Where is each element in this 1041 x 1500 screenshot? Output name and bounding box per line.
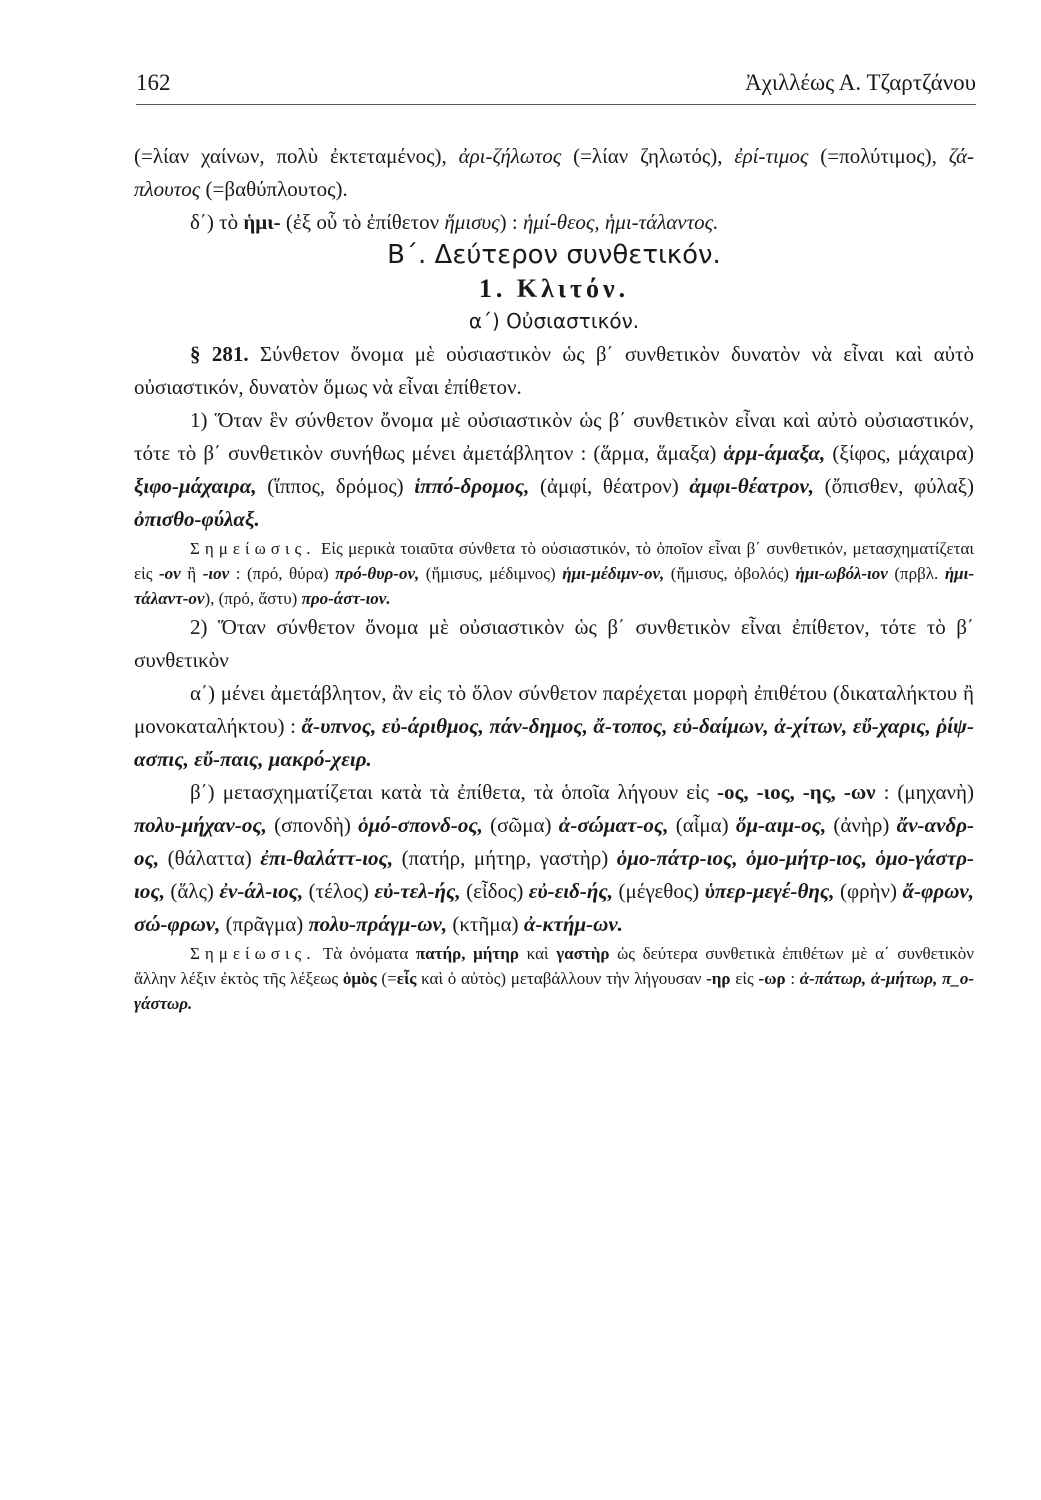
subsection-heading: 1. Κλιτόν. (478, 274, 630, 303)
paragraph-2b: β΄) μετασχηματίζεται κατὰ τὰ ἐπίθετα, τὰ ὁποῖα λήγουν εἰς -ος, -ιος, -ης, -ων : (μηχανὴ) πολυ-μήχαν-ος, (σπονδὴ) ὁμό-σπονδ-ος, (σῶμα) ἀ-σώματ-ος, (αἷμα) ὅμ-αιμ-ος, (ἀνὴρ) ἄν-ανδρ-ος, (θάλαττα) ἐπι-θαλάττ-ιος, (πατήρ, μήτηρ, γαστὴρ) ὁμο-πάτρ-ιος, ὁμο-μήτρ-ιος, ὁμο-γάστρ-ιος, (ἅλς) ἐν-άλ-ιος, (τέλος) εὐ-τελ-ής, (εἶδος) εὐ-ειδ-ής, (μέγεθος) ὑπερ-μεγέ-θης, (φρὴν) ἄ-φρων, σώ-φρων, (πρᾶγμα) πολυ-πράγμ-ων, (κτῆμα) ἀ-κτήμ-ων. (134, 780, 975, 936)
paragraph-continuation: (=λίαν χαίνων, πολὺ ἐκτεταμένος), ἀρι-ζήλωτος (=λίαν ζηλωτός), ἐρί-τιμος (=πολύτιμος), ζά-πλουτος (=βαθύπλουτος). (134, 144, 975, 201)
header-rule (136, 104, 976, 105)
paragraph-2: 2) Ὅταν σύνθετον ὄνομα μὲ οὐσιαστικὸν ὡς β΄ συνθετικὸν εἶναι ἐπίθετον, τότε τὸ β΄ συνθετικὸν (134, 615, 974, 672)
sub-subsection-heading: α΄) Οὐσιαστικόν. (468, 309, 640, 333)
paragraph-2a: α΄) μένει ἀμετάβλητον, ἂν εἰς τὸ ὅλον σύνθετον παρέχεται μορφὴ ἐπιθέτου (δικαταλήκτου ἢ μονοκαταλήκτου) : ἄ-υπνος, εὐ-άριθμος, πάν-δημος, ἄ-τοπος, εὐ-δαίμων, ἀ-χίτων, εὔ-χαρις, ῥίψ-ασπις, εὔ-παις, μακρό-χειρ. (134, 681, 974, 771)
page-header (136, 70, 976, 104)
paragraph-1: 1) Ὅταν ἓν σύνθετον ὄνομα μὲ οὐσιαστικὸν ὡς β΄ συνθετικὸν εἶναι καὶ αὐτὸ οὐσιαστικόν, τότε τὸ β΄ συνθετικὸν συνήθως μένει ἀμετάβλητον : (ἅρμα, ἅμαξα) ἁρμ-άμαξα, (ξίφος, μάχαιρα) ξιφο-μάχαιρα, (ἵππος, δρόμος) ἱππό-δρομος, (ἀμφί, θέατρον) ἀμφι-θέατρον, (ὄπισθεν, φύλαξ) ὀπισθο-φύλαξ. (134, 408, 975, 531)
running-head: Ἀχιλλέως Α. Τζαρτζάνου (745, 70, 976, 95)
note-2: Σημείωσις. Τὰ ὀνόματα πατήρ, μήτηρ καὶ γαστὴρ ὡς δεύτερα συνθετικὰ ἐπιθέτων μὲ α΄ συνθετικὸν ἄλλην λέξιν ἐκτὸς τῆς λέξεως ὁμὸς (=εἷς καὶ ὁ αὐτὸς) μεταβάλλουν τὴν λήγουσαν -ηρ εἰς -ωρ : ἀ-πάτωρ, ἀ-μήτωρ, π_ο-γάστωρ. (134, 944, 974, 1013)
body-text (134, 140, 974, 1016)
paragraph-281: § 281. Σύνθετον ὄνομα μὲ οὐσιαστικὸν ὡς β΄ συνθετικὸν δυνατὸν νὰ εἶναι καὶ αὐτὸ οὐσιαστικόν, δυνατὸν ὅμως νὰ εἶναι ἐπίθετον. (134, 342, 975, 399)
section-heading: Β΄. Δεύτερον συνθετικόν. (387, 240, 721, 270)
paragraph-delta: δ΄) τὸ ἡμι- (ἐξ οὗ τὸ ἐπίθετον ἥμισυς) : ἡμί-θεος, ἡμι-τάλαντος. (190, 210, 719, 234)
page-number: 162 (136, 70, 171, 95)
note-1: Σημείωσις. Εἰς μερικὰ τοιαῦτα σύνθετα τὸ οὐσιαστικόν, τὸ ὁποῖον εἶναι β΄ συνθετικόν, μετασχηματίζεται εἰς -ον ἢ -ιον : (πρό, θύρα) πρό-θυρ-ον, (ἥμισυς, μέδιμνος) ἡμι-μέδιμν-ον, (ἥμισυς, ὀβολός) ἡμι-ωβόλ-ιον (πρβλ. ἡμι-τάλαντ-ον), (πρό, ἄστυ) προ-άστ-ιον. (134, 539, 974, 608)
